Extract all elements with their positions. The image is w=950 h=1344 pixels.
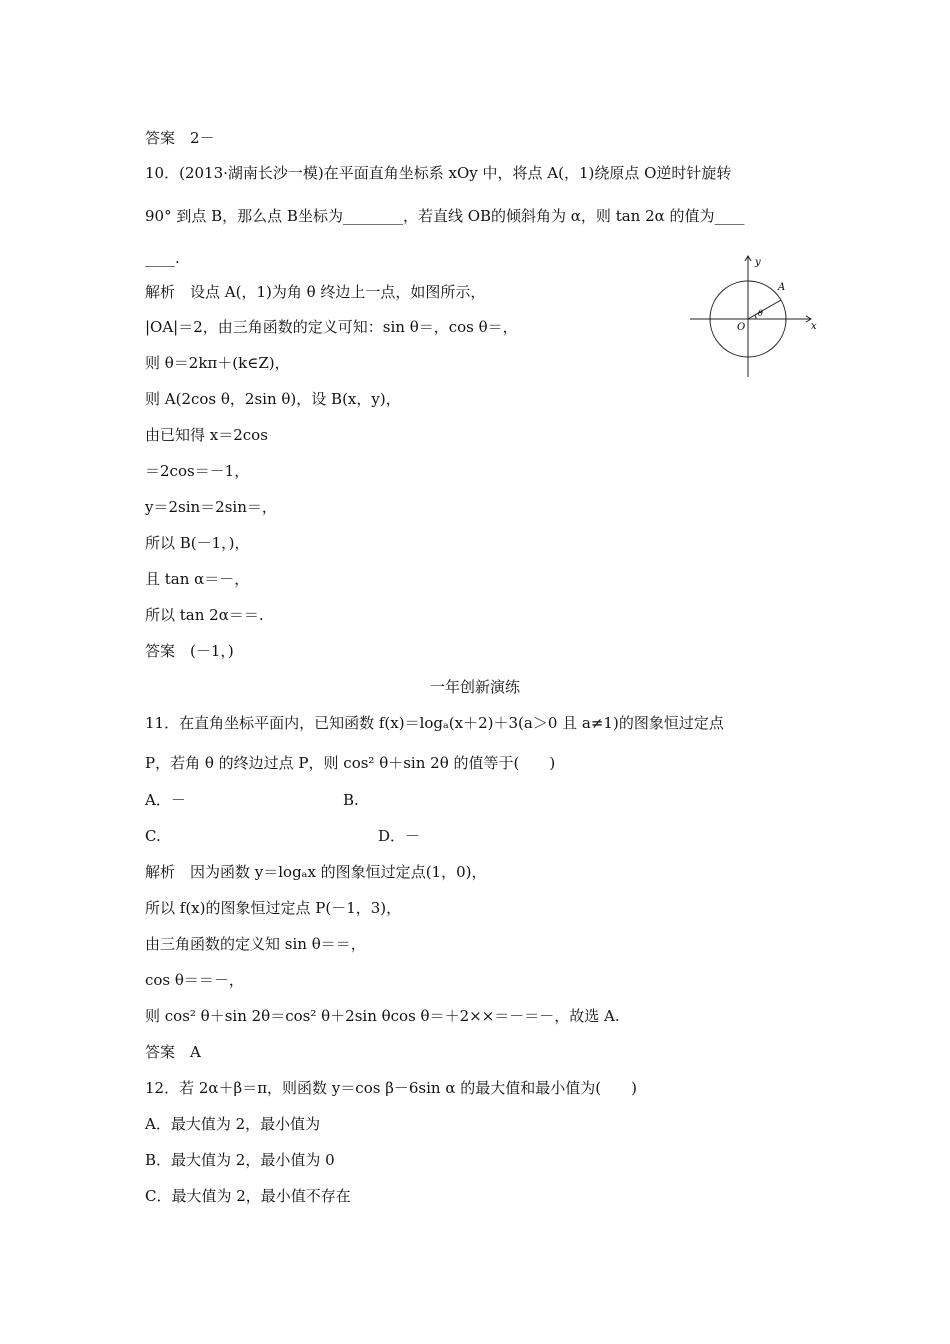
section-title: 一年创新演练 bbox=[429, 678, 520, 696]
label-theta: θ bbox=[758, 309, 763, 318]
answer-11: 答案 A bbox=[145, 1043, 201, 1061]
answer-10: 答案 (－1，) bbox=[145, 642, 234, 660]
option-12-c: C．最大值为 2，最小值不存在 bbox=[145, 1187, 351, 1205]
solution-11-line-2: 所以 f(x)的图象恒过定点 P(－1，3)， bbox=[145, 899, 402, 917]
label-x: x bbox=[811, 321, 817, 332]
option-12-b: B．最大值为 2，最小值为 0 bbox=[145, 1151, 335, 1169]
solution-10-line-3: 则 θ＝2kπ＋(k∈Z)， bbox=[145, 354, 290, 372]
solution-11-line-3: 由三角函数的定义知 sin θ＝＝， bbox=[145, 935, 366, 953]
option-12-a: A．最大值为 2，最小值为 bbox=[145, 1115, 321, 1133]
solution-10-line-7: y＝2sin＝2sin＝， bbox=[145, 498, 277, 516]
solution-10-line-4: 则 A(2cos θ，2sin θ)，设 B(x，y)， bbox=[145, 390, 401, 408]
label-y: y bbox=[755, 257, 761, 268]
theta-arc bbox=[755, 315, 756, 319]
ray-oa bbox=[748, 300, 781, 319]
solution-10-line-5: 由已知得 x＝2cos bbox=[145, 426, 268, 444]
solution-11-line-4: cos θ＝＝－， bbox=[145, 971, 244, 989]
problem-10-line-2: 90° 到点 B，那么点 B坐标为________，若直线 OB的倾斜角为 α，则 tan 2α 的值为____ bbox=[145, 207, 745, 225]
solution-10-line-2: |OA|＝2，由三角函数的定义可知：sin θ＝，cos θ＝， bbox=[145, 318, 518, 336]
option-11-c: C. bbox=[145, 827, 161, 845]
answer-9: 答案 2－ bbox=[145, 129, 215, 147]
solution-10-line-8: 所以 B(－1，)， bbox=[145, 534, 250, 552]
label-o: O bbox=[737, 322, 746, 333]
option-11-b: B. bbox=[343, 791, 359, 809]
problem-12: 12．若 2α＋β＝π，则函数 y＝cos β－6sin α 的最大值和最小值为( ) bbox=[145, 1079, 637, 1097]
label-a: A bbox=[778, 282, 786, 293]
solution-11-line-5: 则 cos² θ＋sin 2θ＝cos² θ＋2sin θcos θ＝＋2××＝－＝－，故选 A. bbox=[145, 1007, 620, 1025]
solution-10-line-9: 且 tan α＝－， bbox=[145, 570, 250, 588]
solution-11-line-1: 解析 因为函数 y＝logₐx 的图象恒过定点(1，0)， bbox=[145, 863, 487, 881]
solution-10-line-6: ＝2cos＝－1， bbox=[145, 462, 250, 480]
option-11-a: A．－ bbox=[145, 791, 186, 809]
solution-10-line-10: 所以 tan 2α＝＝. bbox=[145, 606, 264, 624]
problem-10-line-3: ____. bbox=[145, 249, 180, 267]
problem-10-line-1: 10．(2013·湖南长沙一模)在平面直角坐标系 xOy 中，将点 A(，1)绕原点 O逆时针旋转 bbox=[145, 164, 732, 182]
problem-11-line-1: 11．在直角坐标平面内，已知函数 f(x)＝logₐ(x＋2)＋3(a＞0 且 a≠1)的图象恒过定点 bbox=[145, 714, 724, 732]
unit-circle-figure bbox=[685, 253, 825, 383]
option-11-d: D．－ bbox=[378, 827, 421, 845]
problem-11-line-2: P，若角 θ 的终边过点 P，则 cos² θ＋sin 2θ 的值等于( ) bbox=[145, 754, 556, 772]
solution-10-line-1: 解析 设点 A(，1)为角 θ 终边上一点，如图所示， bbox=[145, 283, 486, 301]
